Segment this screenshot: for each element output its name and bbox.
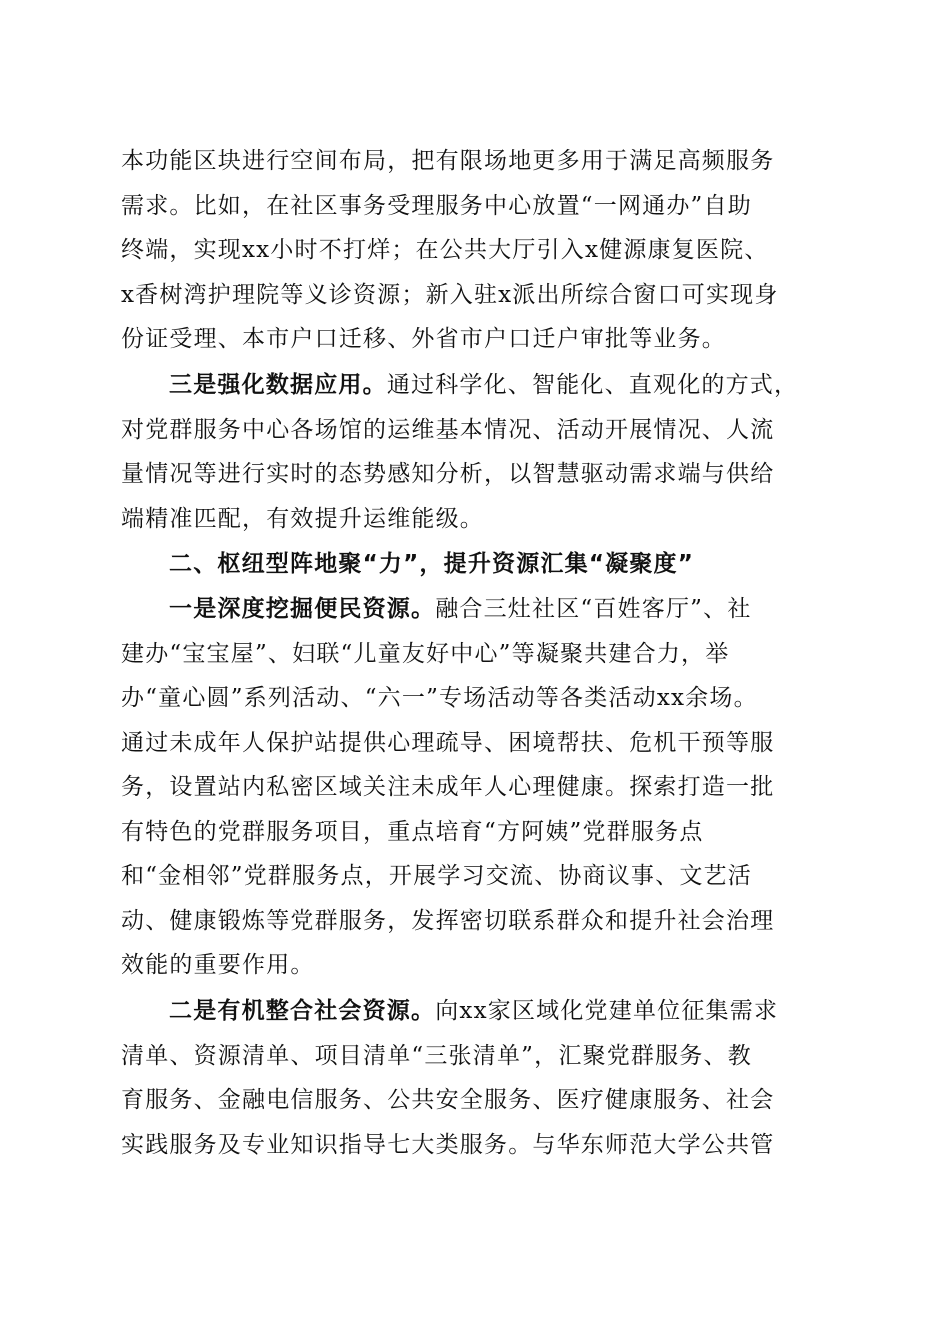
paragraph-first-rest: 通过科学化、智能化、直观化的方式， (386, 372, 799, 398)
paragraph-line: 对党群服务中心各场馆的运维基本情况、活动开展情况、人流 (121, 416, 775, 443)
paragraph-line: 和“金相邻”党群服务点，开展学习交流、协商议事、文艺活 (121, 863, 752, 889)
paragraph-line: 本功能区块进行空间布局，把有限场地更多用于满足高频服务 (121, 148, 775, 174)
paragraph-line: 动、健康锻炼等党群服务，发挥密切联系群众和提升社会治理 (121, 907, 775, 934)
paragraph-first-line (121, 363, 831, 408)
paragraph-line: 效能的重要作用。 (121, 952, 315, 978)
paragraph-first-rest: 向xx家区域化党建单位征集需求 (435, 998, 779, 1024)
section-heading-text: 二、枢纽型阵地聚“力”，提升资源汇集“凝聚度” (169, 551, 695, 577)
paragraph-line: 有特色的党群服务项目，重点培育“方阿姨”党群服务点 (121, 818, 704, 845)
paragraph-first-line (121, 989, 831, 1034)
paragraph-3 (121, 587, 831, 988)
paragraph-lead: 一是深度挖掘便民资源。 (169, 596, 436, 622)
section-heading (121, 542, 831, 587)
paragraph-line: 通过未成年人保护站提供心理疏导、困境帮扶、危机干预等服 (121, 729, 775, 756)
paragraph-line: 量情况等进行实时的态势感知分析，以智慧驱动需求端与供给 (121, 461, 775, 487)
paragraph-line: 端精准匹配，有效提升运维能级。 (121, 505, 484, 532)
paragraph-line: 办“童心圆”系列活动、“六一”专场活动等各类活动xx余场。 (121, 685, 758, 711)
paragraph-line: 终端，实现xx小时不打烊；在公共大厅引入x健源康复医院、 (121, 237, 769, 263)
paragraph-line: 务，设置站内私密区域关注未成年人心理健康。探索打造一批 (121, 774, 775, 800)
paragraph-first-line (121, 587, 831, 632)
paragraph-line: x香树湾护理院等义诊资源；新入驻x派出所综合窗口可实现身 (121, 281, 779, 308)
paragraph-first-rest: 融合三灶社区“百姓客厅”、社 (435, 596, 752, 622)
paragraph-line: 育服务、金融电信服务、公共安全服务、医疗健康服务、社会 (121, 1087, 775, 1113)
paragraph-lead: 三是强化数据应用。 (169, 372, 387, 398)
paragraph-lead: 二是有机整合社会资源。 (169, 998, 436, 1024)
paragraph-4 (121, 989, 831, 1167)
paragraph-line: 建办“宝宝屋”、妇联“儿童友好中心”等凝聚共建合力，举 (121, 640, 730, 667)
paragraph-line: 需求。比如，在社区事务受理服务中心放置“一网通办”自助 (121, 192, 752, 219)
paragraph-1 (121, 139, 831, 362)
paragraph-line: 清单、资源清单、项目清单“三张清单”，汇聚党群服务、教 (121, 1042, 752, 1069)
paragraph-line: 份证受理、本市户口迁移、外省市户口迁户审批等业务。 (121, 326, 726, 352)
paragraph-line: 实践服务及专业知识指导七大类服务。与华东师范大学公共管 (121, 1131, 775, 1158)
paragraph-2 (121, 363, 831, 541)
